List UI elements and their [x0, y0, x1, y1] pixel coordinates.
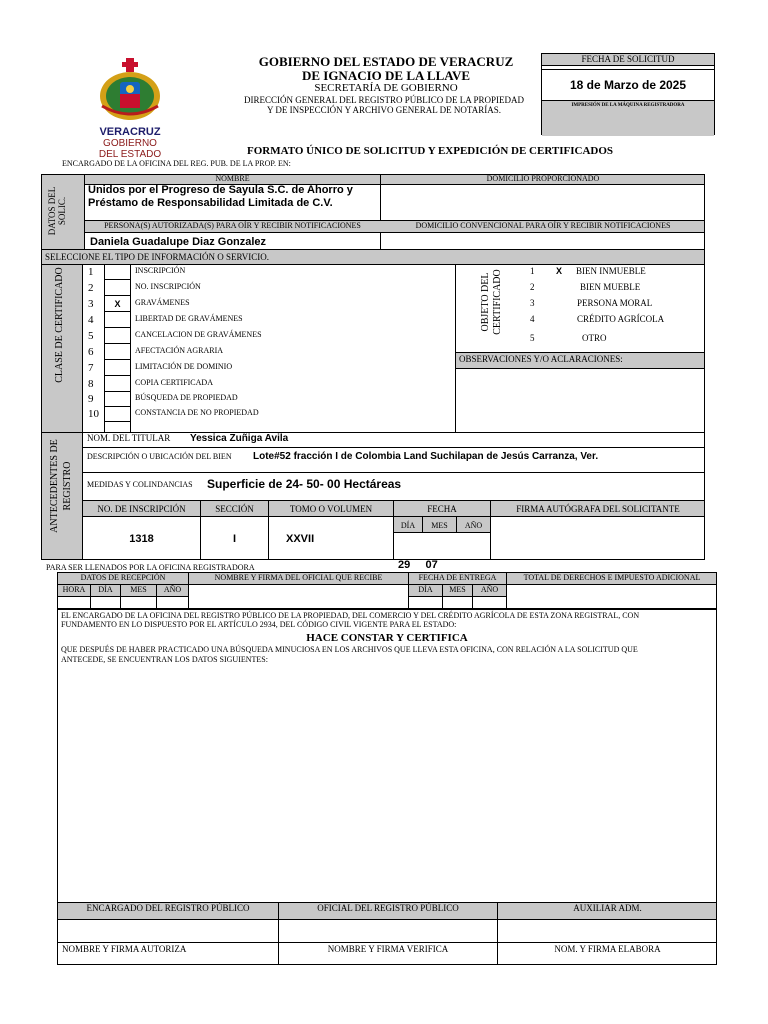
col-fecha: FECHA — [427, 504, 457, 514]
certificacion-body2: ANTECEDE, SE ENCUENTRAN LOS DATOS SIGUIENTES: — [61, 655, 268, 664]
logo-line3: DEL ESTADO — [98, 149, 162, 160]
dia-entrega-label: DÍA — [418, 585, 433, 594]
elabora-label: NOM. Y FIRMA ELABORA — [554, 944, 661, 954]
clase-item-label: COPIA CERTIFICADA — [135, 378, 213, 387]
anio-label: AÑO — [464, 521, 483, 530]
dia-label: DÍA — [400, 521, 416, 530]
titular-label: NOM. DEL TITULAR — [87, 433, 171, 443]
firma-auxiliar-label: AUXILIAR ADM. — [573, 903, 642, 913]
inscripcion-value[interactable]: 1318 — [129, 533, 154, 545]
clase-item-checkbox[interactable] — [105, 377, 130, 392]
veracruz-logo — [92, 56, 168, 160]
col-tomo: TOMO O VOLUMEN — [289, 504, 373, 514]
fecha-entrega-label: FECHA DE ENTREGA — [418, 573, 497, 582]
anio-recepcion-label: AÑO — [163, 585, 182, 594]
clase-item-number: 10 — [88, 408, 99, 420]
clase-item-label: NO. INSCRIPCIÓN — [135, 282, 201, 291]
seccion-value[interactable]: I — [232, 533, 237, 545]
clase-item-number: 7 — [88, 362, 94, 374]
fecha-value[interactable]: 29 07 — [398, 559, 438, 571]
nombre-value[interactable]: Unidos por el Progreso de Sayula S.C. de Ahorro y Préstamo de Responsabilidad Limitada de C.V. — [88, 184, 353, 209]
clase-item-label: GRAVÁMENES — [135, 298, 190, 307]
col-firma: FIRMA AUTÓGRAFA DEL SOLICITANTE — [516, 504, 680, 514]
impresion-label: IMPRESIÓN DE LA MÁQUINA REGISTRADORA — [571, 103, 685, 108]
descripcion-value[interactable]: Lote#52 fracción I de Colombia Land Suchilapan de Jesús Carranza, Ver. — [253, 451, 599, 462]
domicilio-conv-value[interactable] — [382, 234, 702, 248]
oficina-heading: PARA SER LLENADOS POR LA OFICINA REGISTRADORA — [46, 563, 255, 572]
form-title: FORMATO ÚNICO DE SOLICITUD Y EXPEDICIÓN DE CERTIFICADOS — [246, 145, 614, 157]
observaciones-label: OBSERVACIONES Y/O ACLARACIONES: — [459, 354, 623, 364]
clase-item-checkbox[interactable] — [105, 281, 130, 296]
objeto-item-label: PERSONA MORAL — [577, 298, 653, 308]
firma-encargado-field[interactable] — [59, 921, 277, 941]
fecha-solicitud-box — [541, 53, 715, 135]
medidas-label: MEDIDAS Y COLINDANCIAS — [87, 480, 193, 489]
logo-line2: GOBIERNO — [103, 138, 157, 149]
clase-item-checkbox[interactable] — [105, 407, 130, 422]
coat-of-arms-icon — [92, 56, 168, 122]
objeto-item-label: CRÉDITO AGRÍCOLA — [577, 314, 665, 324]
clase-item-checkbox[interactable] — [105, 329, 130, 344]
clase-item-checkbox[interactable] — [105, 313, 130, 328]
solicitante-side-label: DATOS DEL SOLIC. — [47, 186, 67, 236]
firma-oficial-label: OFICIAL DEL REGISTRO PÚBLICO — [317, 903, 459, 913]
header-dir1: DIRECCIÓN GENERAL DEL REGISTRO PÚBLICO DE LA PROPIEDAD — [243, 95, 525, 105]
clase-item-checkbox[interactable] — [105, 265, 130, 280]
fecha-solicitud-value[interactable]: 18 de Marzo de 2025 — [542, 69, 714, 101]
clase-item-label: CANCELACION DE GRAVÁMENES — [135, 330, 262, 339]
clase-item-number: 5 — [88, 330, 94, 342]
clase-item-checkbox[interactable] — [105, 392, 130, 407]
mes-label: MES — [431, 521, 448, 530]
objeto-item-number: 4 — [530, 314, 535, 324]
persona-value[interactable]: Daniela Guadalupe Diaz Gonzalez — [90, 236, 267, 248]
clase-item-label: LIMITACIÓN DE DOMINIO — [135, 362, 233, 371]
col-inscripcion: NO. DE INSCRIPCIÓN — [97, 504, 186, 514]
certificacion-body1: QUE DESPUÉS DE HABER PRACTICADO UNA BÚSQUEDA MINUCIOSA EN LOS ARCHIVOS QUE LLEVA ESTA OFICINA, CON RELACIÓN A LA SOLICITUD QUE — [61, 645, 638, 654]
observaciones-field[interactable] — [457, 370, 703, 430]
clase-item-number: 9 — [88, 393, 94, 405]
objeto-item-label: OTRO — [582, 333, 607, 343]
clase-item-number: 8 — [88, 378, 94, 390]
header-title1: GOBIERNO DEL ESTADO DE VERACRUZ — [258, 54, 514, 69]
clase-item-number: 1 — [88, 266, 94, 278]
clase-item-checkbox[interactable] — [105, 345, 130, 360]
firma-auxiliar-field[interactable] — [499, 921, 715, 941]
objeto-item-number: 3 — [530, 298, 535, 308]
clase-item-checkbox[interactable] — [105, 361, 130, 376]
domicilio-value[interactable] — [382, 186, 702, 218]
fecha-solicitud-label: FECHA DE SOLICITUD — [542, 54, 714, 66]
clase-item-number: 4 — [88, 314, 94, 326]
clase-item-label: AFECTACIÓN AGRARIA — [135, 346, 224, 355]
objeto-item-number: 1 — [530, 266, 535, 276]
firma-encargado-label: ENCARGADO DEL REGISTRO PÚBLICO — [86, 903, 250, 913]
objeto-side-label: OBJETO DEL CERTIFICADO — [480, 269, 503, 335]
objeto-item-label: BIEN INMUEBLE — [576, 266, 646, 276]
descripcion-label: DESCRIPCIÓN O UBICACIÓN DEL BIEN — [87, 452, 232, 461]
domicilio-conv-label: DOMICILIO CONVENCIONAL PARA OÍR Y RECIBIR NOTIFICACIONES — [415, 221, 671, 230]
clase-item-label: INSCRIPCIÓN — [135, 266, 186, 275]
tomo-value[interactable]: XXVII — [286, 533, 315, 545]
clase-item-number: 6 — [88, 346, 94, 358]
total-derechos-label: TOTAL DE DERECHOS E IMPUESTO ADICIONAL — [523, 573, 701, 582]
header-title2: DE IGNACIO DE LA LLAVE — [301, 68, 471, 83]
col-seccion: SECCIÓN — [215, 504, 254, 514]
firma-oficial-field[interactable] — [280, 921, 496, 941]
certificacion-intro1: EL ENCARGADO DE LA OFICINA DEL REGISTRO PÚBLICO DE LA PROPIEDAD, DEL COMERCIO Y DEL CRÉDITO AGRÍCOLA DE ESTA ZONA REGISTRAL, CON — [61, 611, 640, 620]
antecedentes-side-label: ANTECEDENTES DE REGISTRO — [49, 439, 73, 533]
datos-recepcion-label: DATOS DE RECEPCIÓN — [80, 573, 166, 582]
hora-label: HORA — [62, 585, 86, 594]
clase-item-number: 3 — [88, 298, 94, 310]
clase-item-checkbox[interactable]: X — [105, 297, 130, 312]
clase-item-label: BÚSQUEDA DE PROPIEDAD — [135, 393, 238, 402]
clase-item-number: 2 — [88, 282, 94, 294]
seleccione-bar: SELECCIONE EL TIPO DE INFORMACIÓN O SERVICIO. — [41, 249, 705, 265]
medidas-value[interactable]: Superficie de 24- 50- 00 Hectáreas — [207, 477, 402, 491]
anio-entrega-label: AÑO — [480, 585, 499, 594]
certificacion-heading: HACE CONSTAR Y CERTIFICA — [306, 632, 468, 644]
nombre-firma-oficial-label: NOMBRE Y FIRMA DEL OFICIAL QUE RECIBE — [214, 573, 383, 582]
objeto-item-checkbox[interactable]: X — [555, 266, 562, 276]
objeto-item-number: 5 — [530, 333, 535, 343]
domicilio-label: DOMICILIO PROPORCIONADO — [486, 174, 600, 183]
verifica-label: NOMBRE Y FIRMA VERIFICA — [327, 944, 449, 954]
mes-entrega-label: MES — [449, 585, 466, 594]
nombre-label: NOMBRE — [215, 174, 250, 183]
header-dir2: Y DE INSPECCIÓN Y ARCHIVO GENERAL DE NOTARÍAS. — [267, 105, 501, 115]
header-subtitle: SECRETARÍA DE GOBIERNO — [314, 82, 458, 94]
firma-solicitante-field[interactable] — [492, 517, 704, 558]
clase-item-label: LIBERTAD DE GRAVÁMENES — [135, 314, 243, 323]
clase-side-label: CLASE DE CERTIFICADO — [54, 267, 65, 383]
personas-label: PERSONA(S) AUTORIZADA(S) PARA OÍR Y RECIBIR NOTIFICACIONES — [104, 221, 361, 230]
encargado-line: ENCARGADO DE LA OFICINA DEL REG. PUB. DE LA PROP. EN: — [62, 159, 291, 168]
logo-line1: VERACRUZ — [99, 126, 161, 138]
dia-recepcion-label: DÍA — [98, 585, 113, 594]
certificacion-intro2: FUNDAMENTO EN LO DISPUESTO POR EL ARTÍCULO 2934, DEL CÓDIGO CIVIL VIGENTE PARA EL ESTADO: — [61, 620, 457, 629]
autoriza-label: NOMBRE Y FIRMA AUTORIZA — [62, 944, 187, 954]
titular-value[interactable]: Yessica Zuñiga Avila — [190, 433, 289, 444]
clase-item-label: CONSTANCIA DE NO PROPIEDAD — [135, 408, 259, 417]
objeto-item-number: 2 — [530, 282, 535, 292]
mes-recepcion-label: MES — [130, 585, 147, 594]
certificacion-content-field[interactable] — [59, 668, 715, 900]
objeto-item-label: BIEN MUEBLE — [580, 282, 641, 292]
